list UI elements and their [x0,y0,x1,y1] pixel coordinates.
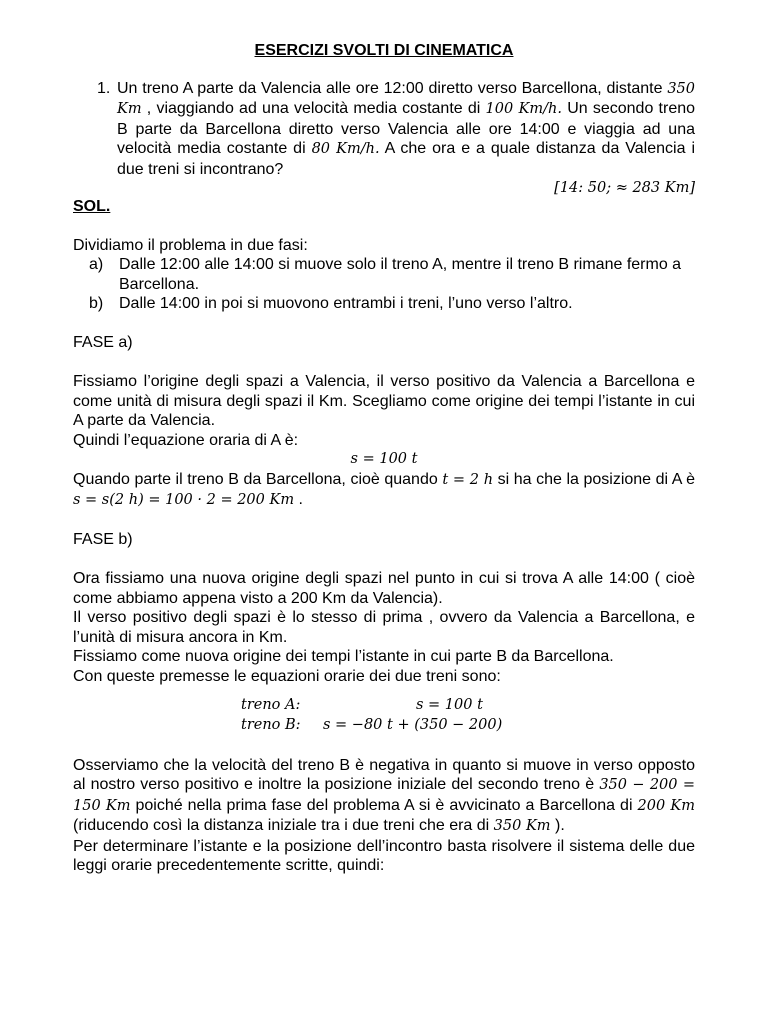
fase-b-paragraph-4: Con queste premesse le equazioni orarie dei due treni sono: [73,667,501,685]
fase-a-position-text: Quando parte il treno B da Barcellona, cioè quando t = 2 h si ha che la posizione di A è s = s(2 h) = 100 · 2 = 200 Km . [73,470,696,508]
phase-label: a) [89,256,104,273]
observation-paragraph: Osserviamo che la velocità del treno B è negativa in quanto si muove in verso opposto al nostro verso positivo e inoltre la posizione iniziale del secondo treno è 350 − 200 = 150 Km poiché nella prima fase del problema A si è avvicinato a Barcellona di 200 Km (riducendo così la distanza iniziale tra i due treni che era di 350 Km ). [73,756,695,834]
problem-text: Un treno A parte da Valencia alle ore 12:00 diretto verso Barcellona, distante 350 Km , viaggiando ad una velocità media costante di 100 Km/h. Un secondo treno B parte da Barcellona diretto verso Valencia alle ore 14:00 e viaggia ad una velocità media costante di 80 Km/h. A che ora e a quale distanza da Valencia i due treni si incontrano? [117,79,696,178]
equation-value: s = 100 t [416,697,483,713]
fase-b-heading: FASE b) [73,531,133,548]
problem-answer: [14: 50; ≈ 283 Km] [554,180,695,196]
document-title: ESERCIZI SVOLTI DI CINEMATICA [254,42,514,59]
intro-text: Dividiamo il problema in due fasi: [73,236,308,254]
phase-label: b) [89,295,104,312]
problem-number: 1. [97,79,111,97]
fase-a-paragraph: Fissiamo l’origine degli spazi a Valencia, il verso positivo da Valencia a Barcellona e come unità di misura degli spazi il Km. Scegliamo come origine dei tempi l’istante in cui A parte da Valencia. [73,373,695,429]
equation-name: treno A: [241,697,301,713]
equation-a: s = 100 t [350,451,418,467]
phase-text: Dalle 12:00 alle 14:00 si muove solo il treno A, mentre il treno B rimane fermo a Barcellona. [119,256,682,293]
speed-a-value: 100 Km/h. [485,101,562,117]
phase-item-b [73,294,695,314]
position-formula: s = s(2 h) = 100 · 2 = 200 Km [73,492,295,508]
phase-item-a [73,255,695,294]
equations-block [73,696,695,736]
speed-b-value: 80 Km/h. [311,141,380,157]
document-page [73,41,695,876]
phase-text: Dalle 14:00 in poi si muovono entrambi i treni, l’uno verso l’altro. [119,295,573,312]
equation-row-b [241,716,695,736]
problem-1 [73,79,695,180]
fase-b-paragraph-2: Il verso positivo degli spazi è lo stesso di prima , ovvero da Valencia a Barcellona, e l’unità di misura ancora in Km. [73,609,695,646]
fase-a-equation-intro: Quindi l’equazione oraria di A è: [73,431,299,449]
time-value: t = 2 h [442,471,494,488]
distance-value: 350 Km [117,80,695,117]
fase-b-paragraph-1: Ora fissiamo una nuova origine degli spazi nel punto in cui si trova A alle 14:00 ( cioè come abbiamo appena visto a 200 Km da Valencia). [73,570,695,607]
equation-value: s = −80 t + (350 − 200) [323,717,503,733]
solution-label: SOL. [73,197,111,215]
equation-name: treno B: [241,717,301,733]
fase-a-heading: FASE a) [73,334,133,351]
fase-b-paragraph-3: Fissiamo come nuova origine dei tempi l’istante in cui parte B da Barcellona. [73,648,614,665]
final-paragraph: Per determinare l’istante e la posizione dell’incontro basta risolvere il sistema delle due leggi orarie precedentemente scritte, quindi: [73,837,695,874]
equation-row-a [241,696,695,716]
